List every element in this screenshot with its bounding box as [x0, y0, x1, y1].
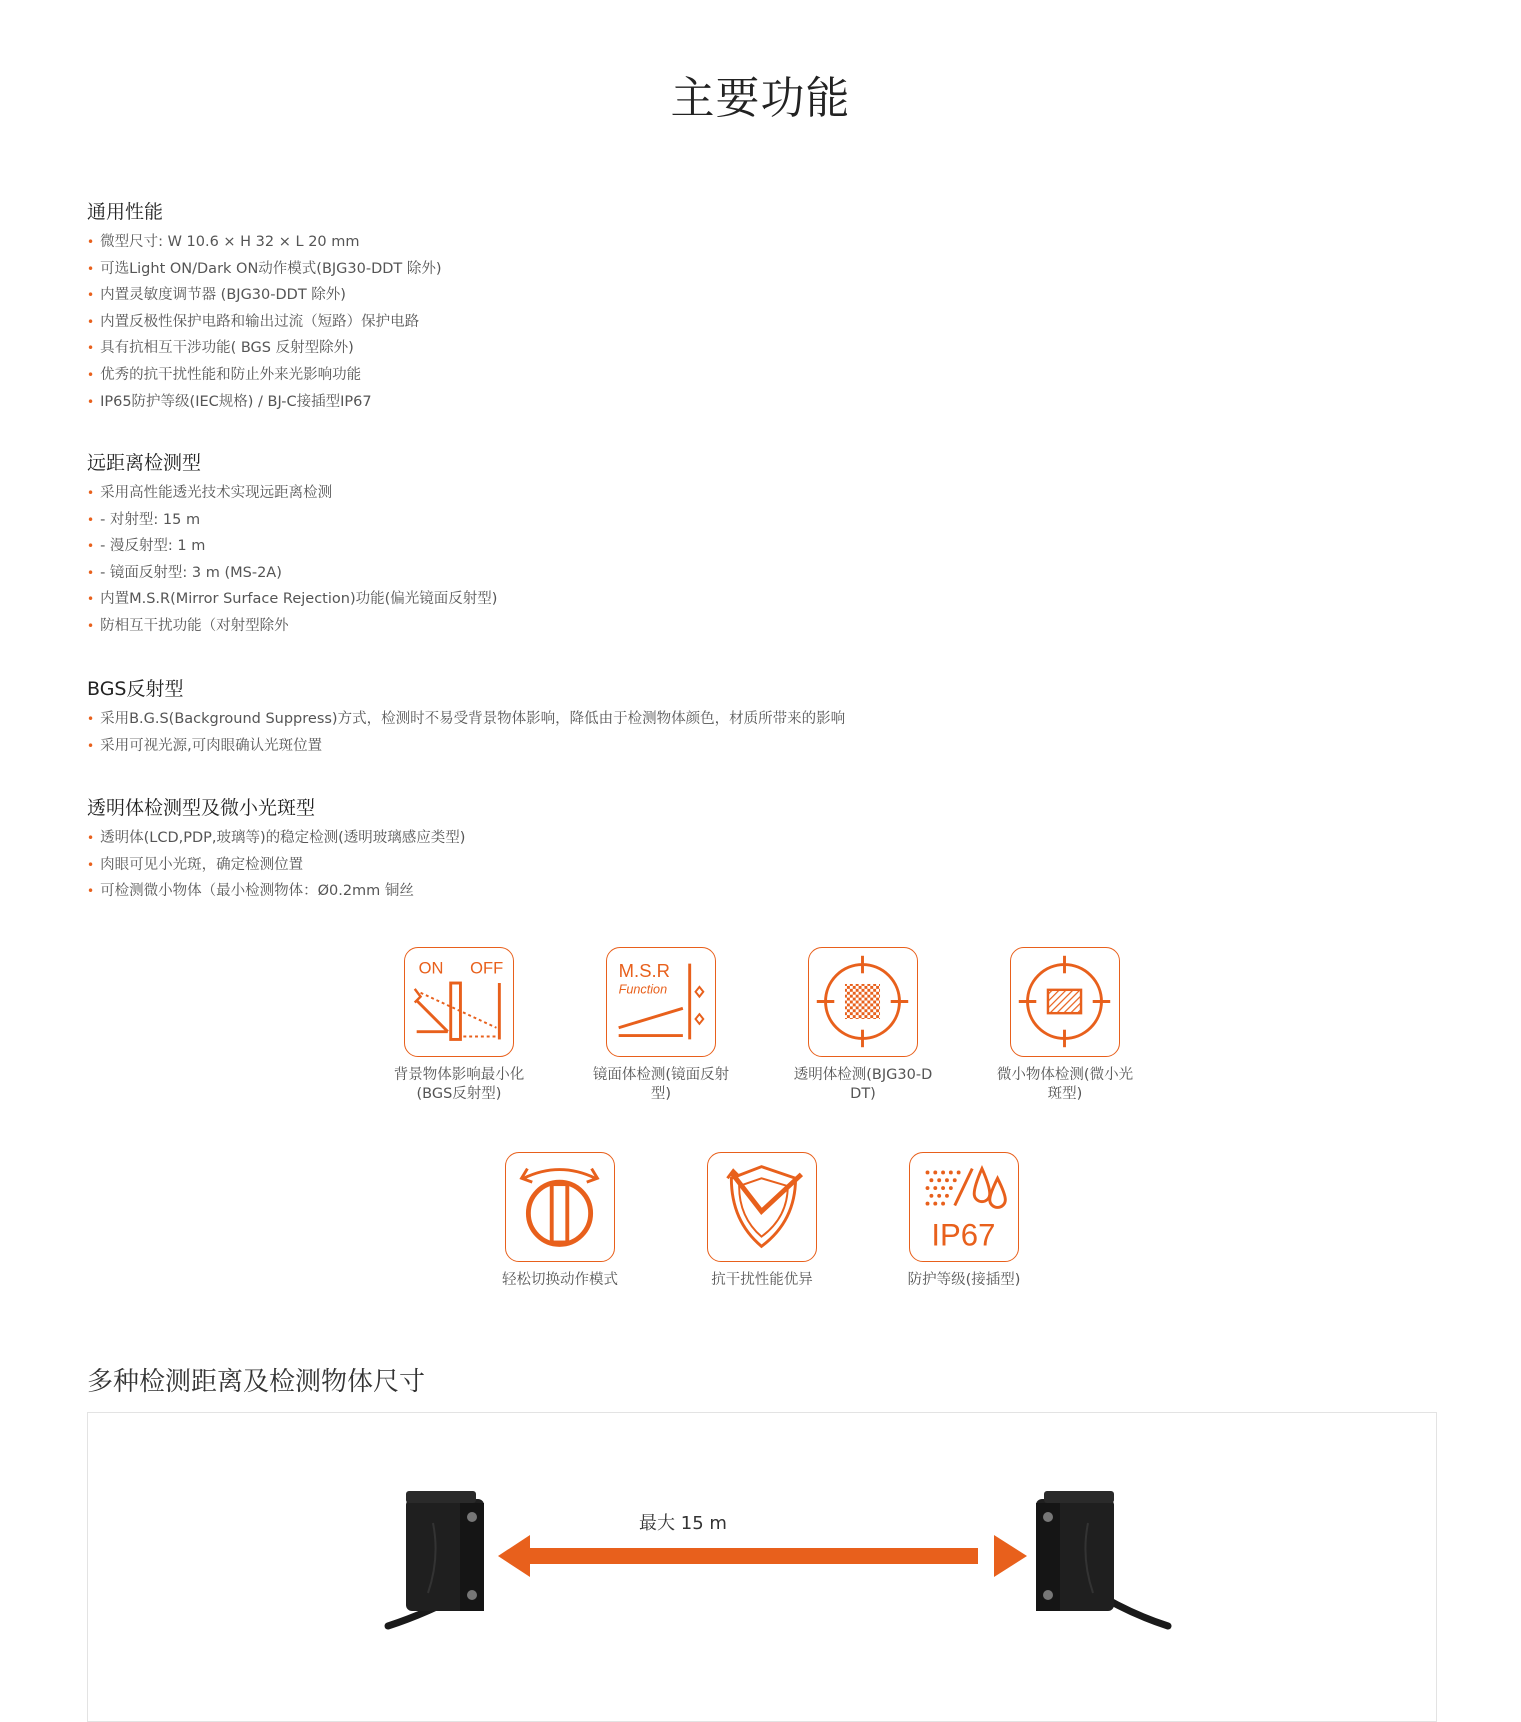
bullet-icon: •: [87, 857, 95, 872]
bullet-icon: •: [87, 486, 95, 500]
feature-caption: 背景物体影响最小化 (BGS反射型): [393, 1067, 525, 1102]
bullet-icon: •: [87, 884, 95, 899]
feature-list: [87, 825, 1447, 905]
svg-text:M.S.R: M.S.R: [618, 960, 670, 982]
feature-mode-switch: [480, 1152, 640, 1290]
feature-caption: 轻松切换动作模式: [502, 1272, 618, 1288]
bullet-icon: •: [87, 512, 95, 527]
list-item: • IP65防护等级(IEC规格) / BJ-C接插型IP67: [87, 393, 372, 410]
feature-caption: 防护等级(接插型): [907, 1272, 1021, 1288]
distance-section-heading: 多种检测距离及检测物体尺寸: [87, 1367, 426, 1397]
feature-list: [87, 229, 1447, 415]
bullet-icon: •: [87, 618, 95, 633]
section-bgs-reflective: [87, 677, 1447, 759]
list-item: • 透明体(LCD,PDP,玻璃等)的稳定检测(透明玻璃感应类型): [87, 830, 466, 846]
section-heading: 通用性能: [87, 201, 164, 223]
distance-double-arrow: [498, 1535, 1027, 1577]
list-item: • 可检测微小物体（最小检测物体：Ø0.2mm 铜丝: [87, 883, 414, 900]
feature-ip67: [884, 1152, 1044, 1290]
bullet-icon: •: [87, 261, 95, 276]
bullet-icon: •: [87, 712, 95, 726]
feature-list: [87, 480, 1447, 640]
distance-diagram: [88, 1413, 1436, 1721]
list-item: • 可选Light ON/Dark ON动作模式(BJG30-DDT 除外): [87, 260, 442, 277]
bullet-icon: •: [87, 592, 95, 607]
bullet-icon: •: [87, 539, 95, 554]
list-item: • 具有抗相互干涉功能( BGS 反射型除外): [87, 340, 354, 357]
bullet-icon: •: [87, 565, 95, 580]
bullet-icon: •: [87, 341, 95, 356]
distance-diagram-panel: [87, 1412, 1437, 1722]
svg-text:ON: ON: [418, 958, 444, 978]
list-item: • - 漫反射型: 1 m: [87, 538, 206, 555]
svg-text:Function: Function: [618, 982, 668, 997]
list-item: • 微型尺寸: W 10.6 × H 32 × L 20 mm: [87, 234, 360, 250]
bullet-icon: •: [87, 314, 95, 329]
list-item: • 内置M.S.R(Mirror Surface Rejection)功能(偏光镜面反射型): [87, 591, 498, 608]
bullet-icon: •: [87, 235, 95, 249]
bgs-onoff-icon: [404, 947, 514, 1057]
svg-text:OFF: OFF: [470, 958, 504, 978]
feature-list: [87, 706, 1447, 759]
list-item: • 内置灵敏度调节器 (BJG30-DDT 除外): [87, 287, 346, 304]
feature-caption: 抗干扰性能优异: [711, 1272, 813, 1288]
section-general-performance: [87, 200, 1447, 415]
noise-shield-icon: [707, 1152, 817, 1262]
feature-small-spot: [985, 947, 1145, 1104]
list-item: • - 镜面反射型: 3 m (MS-2A): [87, 564, 282, 581]
list-item: • 采用高性能透光技术实现远距离检测: [87, 485, 333, 501]
list-item: • 防相互干扰功能（对射型除外: [87, 617, 289, 634]
bullet-icon: •: [87, 738, 95, 753]
list-item: • - 对射型: 15 m: [87, 511, 201, 528]
section-transparent-small-spot: [87, 796, 1447, 905]
feature-bgs: [379, 947, 539, 1104]
list-item: • 内置反极性保护电路和输出过流（短路）保护电路: [87, 313, 420, 330]
feature-transparent: [783, 947, 943, 1104]
feature-caption: 微小物体检测(微小光 斑型): [996, 1067, 1134, 1102]
feature-noise-immunity: [682, 1152, 842, 1290]
bullet-icon: •: [87, 831, 95, 845]
page-title: 主要功能: [670, 73, 851, 124]
feature-caption: 镜面体检测(镜面反射 型): [592, 1067, 730, 1102]
section-long-distance: [87, 451, 1447, 640]
ip67-water-icon: [909, 1152, 1019, 1262]
list-item: • 采用B.G.S(Background Suppress)方式，检测时不易受背景物体影响，降低由于检测物体颜色，材质所带来的影响: [87, 711, 846, 727]
small-spot-target-icon: [1010, 947, 1120, 1057]
list-item: • 肉眼可见小光斑，确定检测位置: [87, 856, 304, 873]
bullet-icon: •: [87, 288, 95, 303]
msr-mirror-icon: [606, 947, 716, 1057]
bullet-icon: •: [87, 367, 95, 382]
list-item: • 采用可视光源,可肉眼确认光斑位置: [87, 737, 323, 754]
mode-switch-icon: [505, 1152, 615, 1262]
transparent-target-icon: [808, 947, 918, 1057]
distance-label: 最大 15 m: [639, 1513, 727, 1534]
feature-msr: [581, 947, 741, 1104]
feature-caption: 透明体检测(BJG30-D DT): [793, 1067, 933, 1102]
section-heading: BGS反射型: [87, 678, 184, 700]
section-heading: 远距离检测型: [87, 452, 202, 474]
section-heading: 透明体检测型及微小光斑型: [87, 797, 316, 819]
svg-text:IP67: IP67: [931, 1217, 996, 1253]
bullet-icon: •: [87, 394, 95, 409]
list-item: • 优秀的抗干扰性能和防止外来光影响功能: [87, 366, 362, 383]
